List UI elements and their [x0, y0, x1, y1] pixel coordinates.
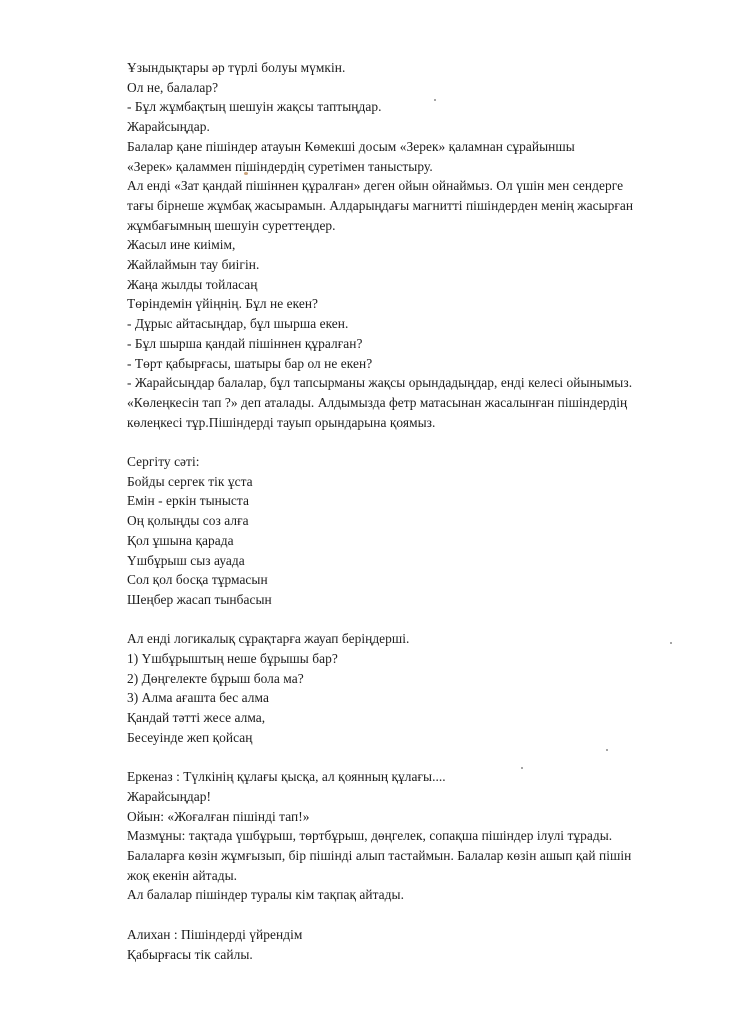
text-line: Балалар қане пішіндер атауын Көмекші досым «Зерек» қаламнан сұрайыншы [127, 138, 575, 154]
text-line: Бесеуінде жеп қойсаң [127, 729, 253, 745]
text-line: «Зерек» қаламмен пішіндердің суретімен таныстыру. [127, 158, 433, 174]
text-line: Оң қолыңды соз алға [127, 513, 249, 529]
text-line: көлеңкесі тұр.Пішіндерді тауып орындарына қоямыз. [127, 414, 436, 430]
text-line: Ұзындықтары әр түрлі болуы мүмкін. [127, 60, 346, 75]
paragraph-gap [127, 432, 727, 452]
text-line: Еркеназ : Түлкінің құлағы қысқа, ал қоянның құлағы.... [127, 769, 446, 785]
text-line: тағы бірнеше жұмбақ жасырамын. Алдарыңдағы магнитті пішіндерден менің жасырған [127, 197, 634, 213]
text-line: - Дұрыс айтасыңдар, бұл шырша екен. [127, 316, 349, 332]
text-line: Жайлаймын тау биігін. [127, 257, 260, 273]
text-line: Ал енді «Зат қандай пішіннен құралған» деген ойын ойнаймыз. Ол үшін мен сендерге [127, 178, 624, 194]
text-block [127, 629, 727, 747]
text-line: Бойды сергек тік ұста [127, 473, 253, 489]
paragraph-gap [127, 610, 727, 630]
paragraph-gap [127, 748, 727, 768]
text-line: жұмбағымның шешуін суреттеңдер. [127, 217, 336, 233]
text-line: Жаңа жылды тойласаң [127, 276, 258, 292]
text-line: «Көлеңкесін тап ?» деп аталады. Алдымызда фетр матасынан жасалынған пішіндердің [127, 394, 628, 410]
text-line: Жасыл ине киімім, [127, 237, 236, 253]
text-line: Төріндемін үйіңнің. Бұл не екен? [127, 296, 319, 312]
text-line: - Бұл жұмбақтың шешуін жақсы таптыңдар. [127, 99, 382, 115]
text-line: Балаларға көзін жұмғызып, бір пішінді алып тастаймын. Балалар көзін ашып қай пішін [127, 848, 632, 864]
text-block [127, 925, 727, 964]
text-line: жоқ екенін айтады. [127, 867, 238, 883]
text-line: - Төрт қабырғасы, шатыры бар ол не екен? [127, 355, 373, 371]
text-line: Ал енді логикалық сұрақтарға жауап беріңдерші. [127, 631, 410, 647]
text-line: Қандай тәтті жесе алма, [127, 710, 266, 726]
text-block [127, 58, 727, 432]
text-line: Қабырғасы тік сайлы. [127, 946, 253, 962]
text-line: Мазмұны: тақтада үшбұрыш, төртбұрыш, дөңгелек, сопақша пішіндер ілулі тұрады. [127, 828, 613, 844]
text-line: Ал балалар пішіндер туралы кім тақпақ айтады. [127, 887, 404, 903]
text-line: 1) Үшбұрыштың неше бұрышы бар? [127, 651, 338, 667]
text-line: Жарайсыңдар! [127, 788, 212, 804]
text-line: Шеңбер жасап тынбасын [127, 591, 272, 607]
text-line: Үшбұрыш сыз ауада [127, 552, 245, 568]
text-block [127, 767, 727, 905]
text-line: Емін - еркін тыныста [127, 493, 249, 509]
text-line: Сергіту сәті: [127, 454, 200, 470]
text-line: - Бұл шырша қандай пішіннен құралған? [127, 335, 363, 351]
text-block [127, 452, 727, 610]
document-body [127, 58, 727, 964]
text-line: Жарайсыңдар. [127, 119, 210, 135]
text-line: Ол не, балалар? [127, 79, 219, 95]
paragraph-gap [127, 905, 727, 925]
text-line: 3) Алма ағашта бес алма [127, 690, 269, 706]
text-line: Сол қол босқа тұрмасын [127, 572, 268, 588]
text-line: - Жарайсыңдар балалар, бұл тапсырманы жақсы орындадыңдар, енді келесі ойынымыз. [127, 375, 633, 391]
text-line: Қол ұшына қарада [127, 532, 234, 548]
text-line: 2) Дөңгелекте бұрыш бола ма? [127, 670, 304, 686]
text-line: Алихан : Пішіндерді үйрендім [127, 926, 303, 942]
text-line: Ойын: «Жоғалған пішінді тап!» [127, 808, 310, 824]
